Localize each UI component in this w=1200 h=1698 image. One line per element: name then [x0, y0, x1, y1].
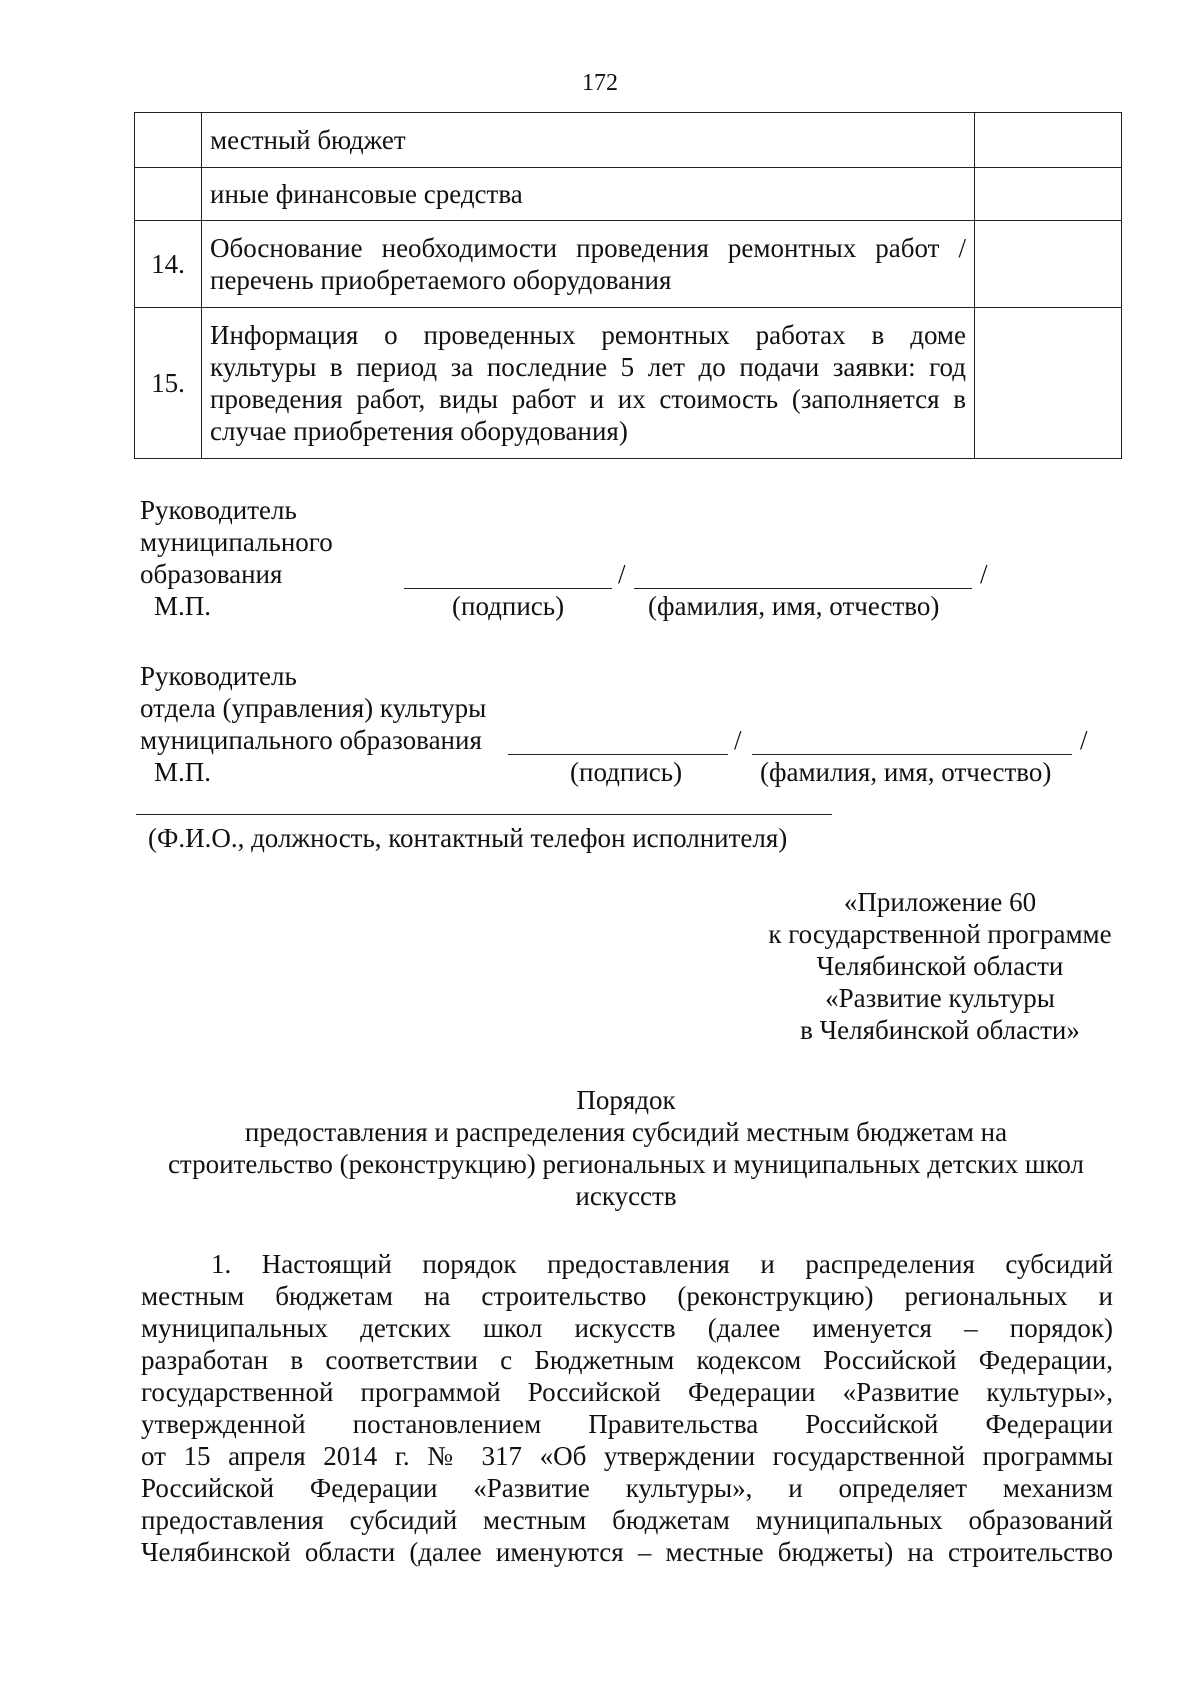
- row-number: 15.: [135, 308, 202, 459]
- paragraph-line: местным бюджетам на строительство (реконструкцию) региональных и: [141, 1281, 1113, 1311]
- table-row: [135, 221, 1122, 308]
- row-description-line: Обоснование необходимости проведения ремонтных работ /: [210, 233, 966, 263]
- row-number: [135, 168, 202, 221]
- row-description-line: перечень приобретаемого оборудования: [210, 265, 672, 295]
- paragraph-line: предоставления субсидий местным бюджетам муниципальных образований: [141, 1505, 1113, 1535]
- paragraph-1: [141, 1248, 1113, 1568]
- paragraph-line: муниципальных детских школ искусств (далее именуется – порядок): [141, 1313, 1113, 1343]
- heading-subtitle-line: предоставления и распределения субсидий местным бюджетам на: [244, 1117, 1008, 1147]
- paragraph-line: Российской Федерации «Развитие культуры», и определяет механизм: [141, 1473, 1113, 1503]
- row-description-line: проведения работ, виды работ и их стоимость (заполняется в: [210, 384, 966, 414]
- table-row: [135, 308, 1122, 459]
- signatory-title-line: Руководитель: [140, 661, 297, 691]
- fullname-field[interactable]: [634, 566, 972, 589]
- row-description: [202, 308, 975, 459]
- document-heading: [134, 1084, 1118, 1212]
- signature-caption: (подпись): [570, 757, 683, 787]
- signatory-title-line: муниципального образования: [140, 725, 482, 755]
- paragraph-line: государственной программой Российской Федерации «Развитие культуры»,: [141, 1377, 1113, 1407]
- fullname-caption: (фамилия, имя, отчество): [760, 757, 1052, 787]
- heading-subtitle-line: строительство (реконструкцию) региональных и муниципальных детских школ: [167, 1149, 1085, 1179]
- application-table: [134, 112, 1122, 459]
- fullname-caption: (фамилия, имя, отчество): [648, 591, 940, 621]
- separator-slash: /: [1080, 725, 1088, 755]
- paragraph-line: 1. Настоящий порядок предоставления и распределения субсидий: [211, 1249, 1113, 1279]
- appendix-line: «Приложение 60: [843, 887, 1037, 917]
- signatory-title-line: образования: [140, 559, 283, 589]
- separator-slash: /: [734, 725, 742, 755]
- heading-subtitle-line: искусств: [575, 1181, 677, 1211]
- paragraph-line: Челябинской области (далее именуются – местные бюджеты) на строительство: [141, 1537, 1113, 1567]
- separator-slash: /: [618, 559, 626, 589]
- row-description-line: культуры в период за последние 5 лет до подачи заявки: год: [210, 352, 966, 382]
- executor-field[interactable]: [136, 814, 832, 815]
- row-value: [975, 308, 1122, 459]
- row-description-line: случае приобретения оборудования): [210, 416, 628, 446]
- row-value: [975, 221, 1122, 308]
- appendix-line: Челябинской области: [816, 951, 1064, 981]
- executor-caption: (Ф.И.О., должность, контактный телефон исполнителя): [148, 823, 788, 853]
- seal-label: М.П.: [154, 757, 212, 787]
- heading-title: Порядок: [576, 1085, 676, 1115]
- signatory-title-line: Руководитель: [140, 495, 297, 525]
- row-number: [135, 113, 202, 168]
- signature-field[interactable]: [404, 566, 612, 589]
- row-number: 14.: [135, 221, 202, 308]
- table-row: [135, 168, 1122, 221]
- signature-caption: (подпись): [452, 591, 565, 621]
- paragraph-line: от 15 апреля 2014 г. № 317 «Об утверждении государственной программы: [141, 1441, 1113, 1471]
- table-row: [135, 113, 1122, 168]
- appendix-header: [700, 886, 1180, 1046]
- row-value: [975, 168, 1122, 221]
- row-value: [975, 113, 1122, 168]
- signatory-title-line: муниципального: [140, 527, 333, 557]
- row-description: иные финансовые средства: [202, 168, 975, 221]
- appendix-line: «Развитие культуры: [825, 983, 1055, 1013]
- page-number: 172: [582, 70, 618, 96]
- seal-label: М.П.: [154, 591, 212, 621]
- appendix-line: в Челябинской области»: [800, 1015, 1080, 1045]
- signatory-title-line: отдела (управления) культуры: [140, 693, 487, 723]
- appendix-line: к государственной программе: [768, 919, 1112, 949]
- paragraph-line: утвержденной постановлением Правительства Российской Федерации: [141, 1409, 1113, 1439]
- fullname-field[interactable]: [752, 732, 1072, 755]
- signature-field[interactable]: [508, 732, 728, 755]
- paragraph-line: разработан в соответствии с Бюджетным кодексом Российской Федерации,: [141, 1345, 1113, 1375]
- row-description-line: Информация о проведенных ремонтных работах в доме: [210, 320, 966, 350]
- separator-slash: /: [980, 559, 988, 589]
- row-description: [202, 221, 975, 308]
- row-description: местный бюджет: [202, 113, 975, 168]
